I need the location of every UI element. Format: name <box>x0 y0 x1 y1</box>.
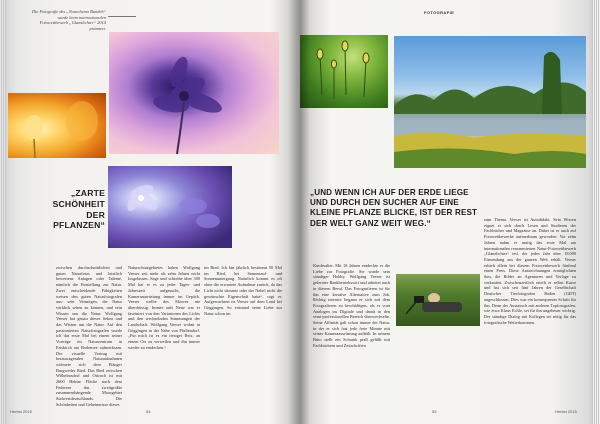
photo-purple-flower <box>109 32 279 154</box>
photo-caption: Die Fotografie des „Noarchemo Bundeb“ wurde beim internationalen Fotowettbewerb „Glanzlichter“ 2014 prämiert. <box>32 9 106 31</box>
photo-moss <box>300 35 388 108</box>
right-text-column-1 <box>313 263 390 349</box>
paragraph: zwischen durchschnittlichen und guten Naturfotos und letztlich bewertens Anlagen oder Talente, nämlich die Einstellung zur Natur. Zwei entscheidende Fähigkeiten weisen den guten Naturfotografen aus: sein Vermögen, die Natur wirklich sehen zu können, und sein Wissen um die Natur. Wolfgang Veeser hat genau dieses Sehen und das Wissen um die Natur. Auf den passionierten Naturfotografen wurde ich das erste Mal bei einem seiner Vorträge im Naturzentrum in Eriskirch am Bodensee aufmerksam. Der visuelle Vortrag mit herausragenden Naturaufnahmen widmete sich dem Pfänger Burgweiler Ried. Das Ried zwischen Wilhelmsdorf und Ostrach ist mit 2600 Hektar Fläche nach dem Federsee das zweitgrößte zusammenhängende Moorgebiet Südwestdeutschlands. Die Schönheiten und Geheimnisse dieses <box>56 265 122 407</box>
right-page-number: 55 <box>432 409 437 414</box>
section-label: FOTOGRAFIE <box>424 10 455 15</box>
right-footer: Herbst 2015 <box>555 409 577 414</box>
left-text-column-1 <box>56 265 122 408</box>
moss-illustration <box>300 35 388 108</box>
paragraph: im Ried. Ich bin jährlich bestimmt 50 Mal im Ried, bei Sonnenauf- und Sonnenuntergang. Natürlich kommt es oft ohne die erwartete Aufnahme zurück, da das Licht nicht stimmte oder der Nebel nicht die gewünschte Eigenschaft hatte“, sagt er. Aufgewachsen ist Veeser auf dem Land bei Göggingen. So entstand seine Liebe zur Natur schon im <box>204 265 282 316</box>
right-text-column-2 <box>484 217 576 325</box>
left-footer: Herbst 2015 <box>10 409 32 414</box>
left-text-column-3 <box>204 265 282 316</box>
right-headline: „UND WENN ICH AUF DER ERDE LIEGE UND DURCH DEN SUCHER AUF EINE KLEINE PFLANZE BLICKE, IST DER REST DER WELT GANZ WEIT WEG.“ <box>310 188 478 228</box>
left-headline: „ZARTE SCHÖNHEIT DER PFLANZEN“ <box>52 188 105 231</box>
landscape-illustration <box>394 36 586 168</box>
paragraph: Kindesalter. Mit 18 Jahren entdeckte er die Liebe zur Fotografie. Sie wurde sein ständiger Hobby. Wolfgang Veeser ist gelernter Bankbetriebswirt und arbeitet auch in diesem Beruf. Das Fotografieren ist für ihn eine kreative Alternative zum Job. Richtig intensiv begann er sich mit dem Fotografieren zu beschäftigen, als er vom Analogen ins Digitale und damit in den semi-professionellen Bereich überwechselte. Seine Affinität galt schon immer der Natur, in der er sich fast jede freie Minute mit seiner Kameraausrüstung aufhält. In seinem Büro stellt ein Schrank prall gefüllt mit Fachbüchern und Zeitschriften <box>313 263 390 348</box>
photo-moor-landscape <box>394 36 586 168</box>
caption-rule <box>108 16 136 17</box>
photo-photographer <box>396 274 480 326</box>
yellow-flower-illustration <box>8 93 106 158</box>
paragraph: Naturschutzgebietes haben Wolfgang Veeser seit mehr als zehn Jahren nicht losgelassen. Sage und schreibe über 300 Mal hat er es zu jeder Tages- und Jahreszeit aufgesucht, die Kameraausrüstung immer im Gepäck. Veeser wollte des Moores nie überdrüssig. Immer aufs Neue war er fasziniert von den Variationen des Lichts und den wechselnden Stimmungen der Landschaft. Wolfgang Veeser wohnt in Göggingen in der Nähe von Pfullendorf. „Für mich ist es ein riesiger Reiz, an einem Ort zu verweilen und ihn immer wieder zu entdecken.“ <box>128 265 200 350</box>
paragraph: zum Thema. Veeser ist Autodidakt. Sein Wissen eignet er sich durch Lesen und Studieren der Fachbücher und Magazine an. Dabei ist er auch auf Fotowettbewerbe aufmerksam geworden. Vor zehn Jahren nahm er mutig das erste Mal am internationalen renommierten Natur-Fotowettbewerb „Glanzlichter“ teil, der jedes Jahr über 18.000 Einsendung aus der ganzen Welt erhält. Veeser erhielt allein bei diesem Fotowettbewerb fünfmal einen Preis. Diese Auszeichnungen ermöglichten ihm, die Bilder an Agenturen und Verlage zu verkaufen. Zwischenzeitlich erteilt er selbst Kurse und hat sich seit fünf Jahren der Gesellschaft Deutscher Tierfotografen Baden (GDT) angeschlossen. Dies war ein konsequenter Schritt für ihn. Denn der Austausch mit anderen Topfotografen, wie etwa Klaus Echle, sei für ihn ungeheuer wichtig. Der ständige Dialog mit Kollegen sei nötig für das fotografische Weiterkommen. <box>484 217 576 325</box>
flower-illustration <box>109 32 279 154</box>
photo-blue-flowers <box>108 166 232 248</box>
photo-yellow-flower <box>8 93 106 158</box>
left-page-number: 54 <box>146 409 151 414</box>
photographer-illustration <box>396 274 480 326</box>
left-text-column-2 <box>128 265 200 351</box>
blue-flowers-illustration <box>108 166 232 248</box>
